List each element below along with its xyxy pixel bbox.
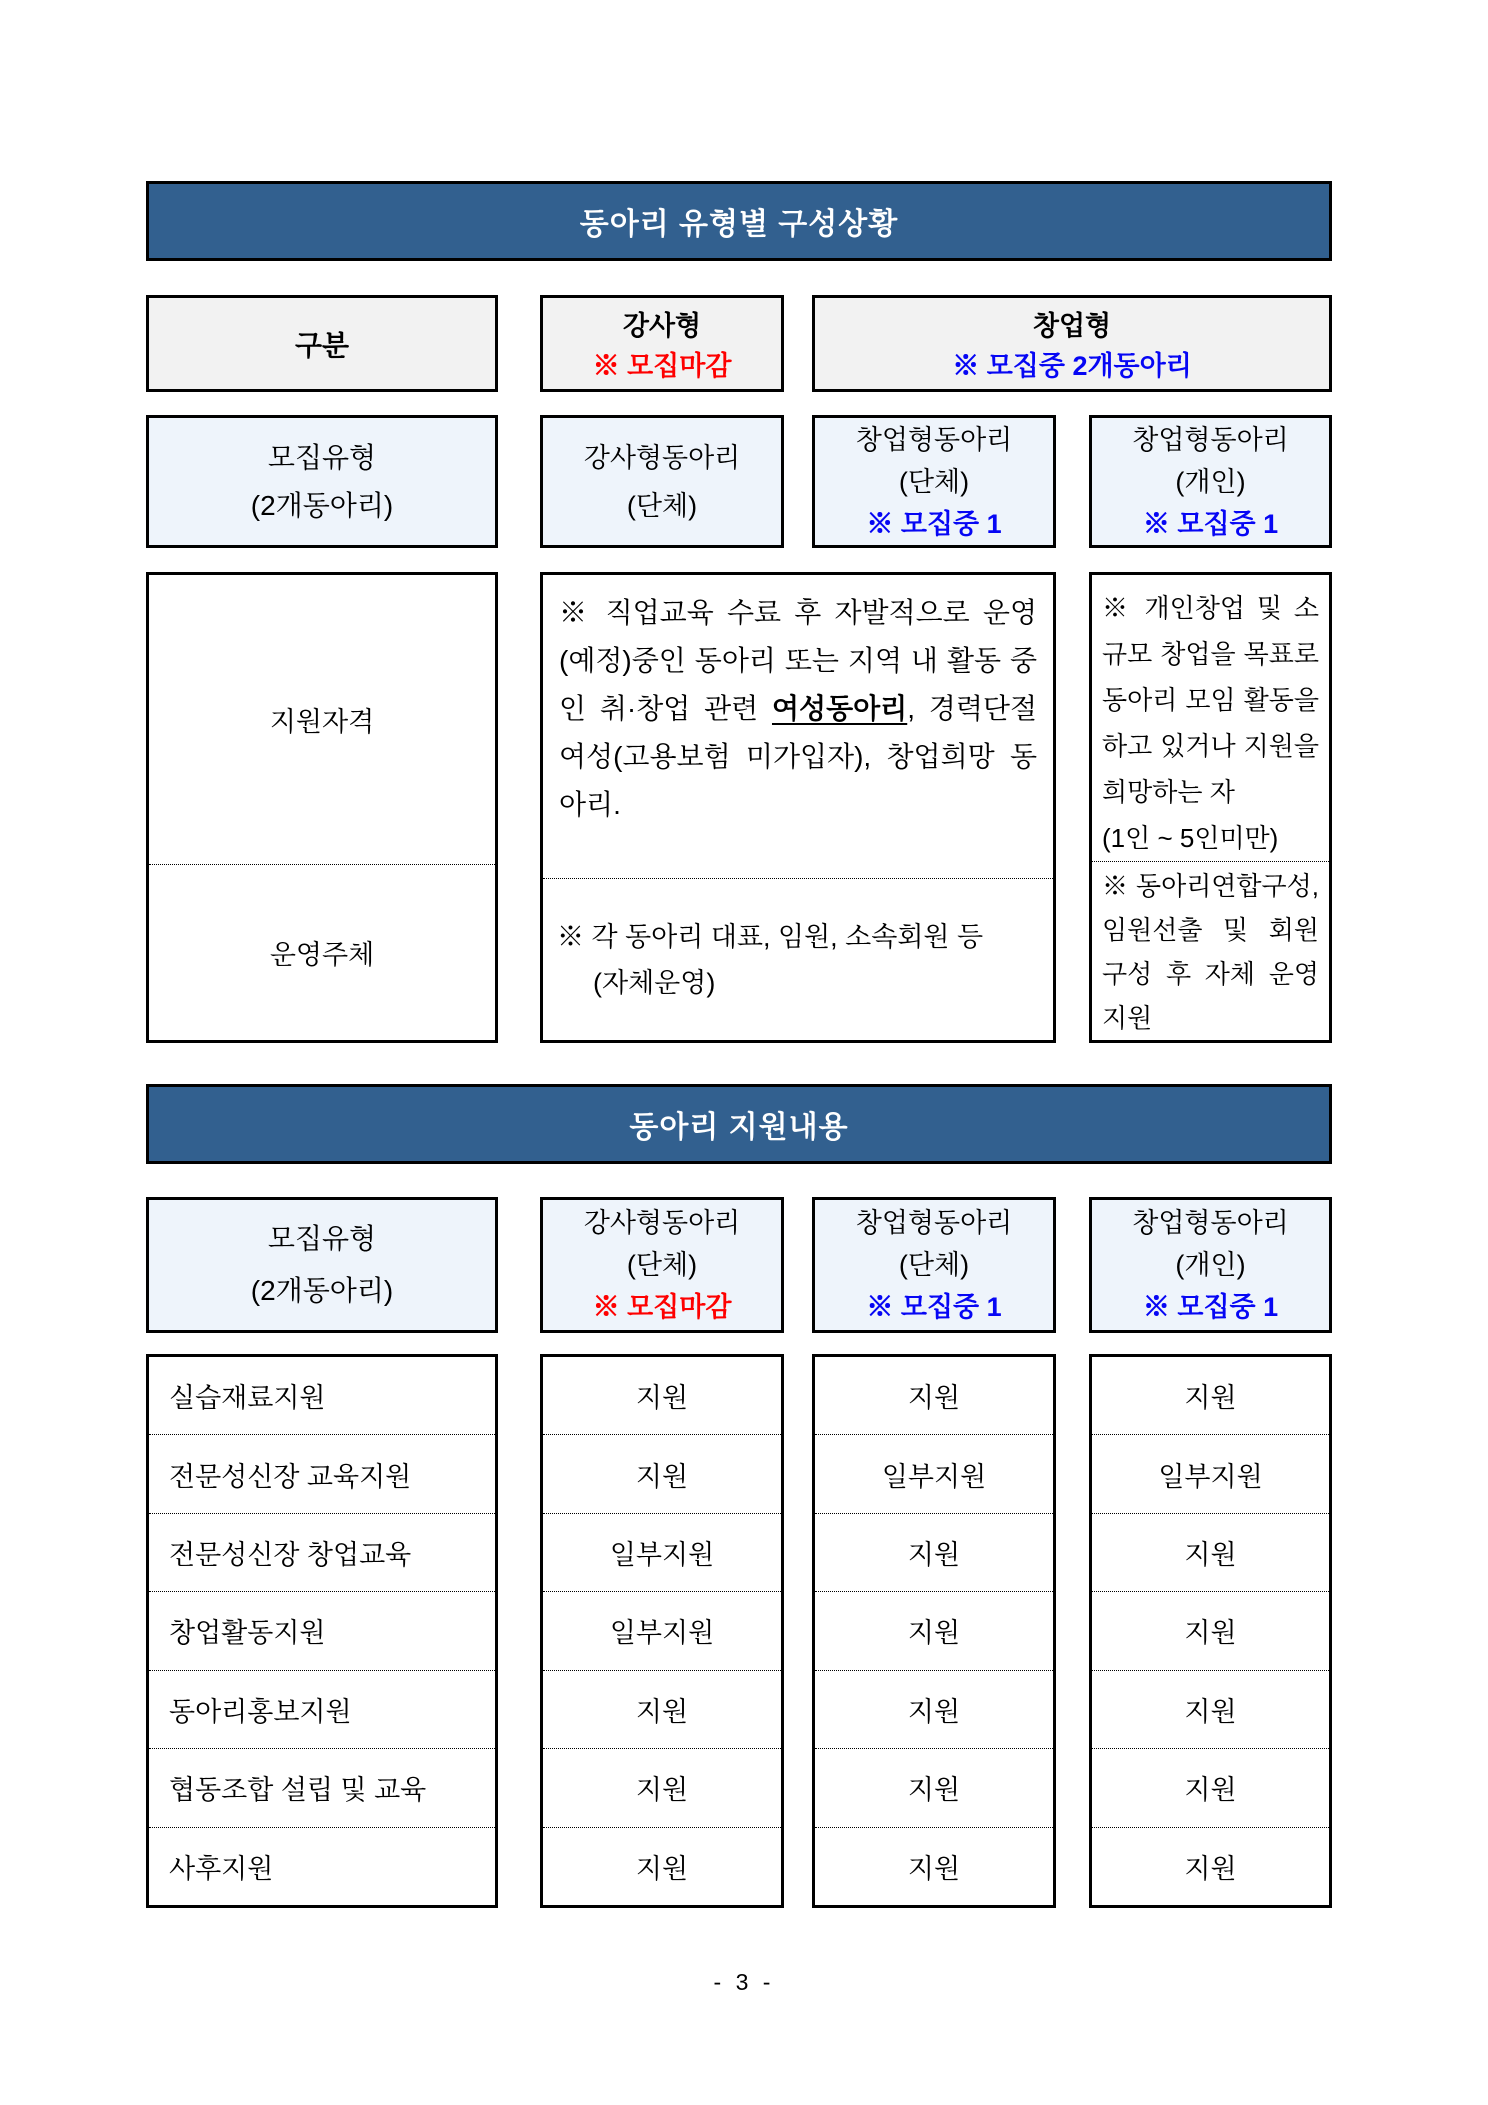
- cell-recruit-col2: [540, 415, 784, 548]
- recruit-col3-line2: (단체): [898, 466, 970, 497]
- detail-middle-column: [540, 572, 1056, 1043]
- operator-line2: (자체운영): [593, 967, 716, 998]
- changup-title: 창업형: [1032, 310, 1112, 341]
- t2-h4-line1: 창업형동아리: [1132, 1208, 1289, 1238]
- recruit-col1-line2: (2개동아리): [250, 489, 394, 521]
- eligibility-text-personal: [1092, 575, 1329, 861]
- operator-text-main: [543, 878, 1053, 1040]
- eligibility-post: , 경력단절 여성(고용보험 미가입자), 창업희망 동아리.: [559, 693, 1037, 820]
- t2-value-cell: 지원: [815, 1591, 1053, 1669]
- t2-value-cell: 지원: [815, 1670, 1053, 1748]
- t2-value-cell: 지원: [543, 1748, 781, 1826]
- t2-h3-line1: 창업형동아리: [855, 1208, 1013, 1238]
- recruit-col4-line2: (개인): [1175, 466, 1246, 497]
- section1-title: 동아리 유형별 구성상황: [579, 208, 899, 241]
- gangsa-status: ※ 모집마감: [592, 351, 732, 382]
- recruit-col3-status: ※ 모집중 1: [866, 508, 1002, 539]
- t2-value-cell: 지원: [543, 1827, 781, 1905]
- t2-row-label: 사후지원: [149, 1827, 495, 1905]
- t2-value-cell: 일부지원: [815, 1434, 1053, 1512]
- eligibility-personal-note: (1인 ~ 5인미만): [1102, 823, 1279, 853]
- recruit-col3-line1: 창업형동아리: [855, 424, 1013, 455]
- page-number: - 3 -: [713, 1968, 775, 1995]
- t2-value-cell: 지원: [1092, 1670, 1329, 1748]
- t2-row-label: 창업활동지원: [149, 1591, 495, 1669]
- t2-header-col1: [146, 1197, 498, 1333]
- t2-value-cell: 지원: [1092, 1591, 1329, 1669]
- t2-h4-status: ※ 모집중 1: [1142, 1292, 1279, 1322]
- operator-line1: ※ 각 동아리 대표, 임원, 소속회원 등: [557, 921, 984, 952]
- eligibility-emphasis: 여성동아리: [771, 693, 908, 724]
- t2-value-cell: 지원: [543, 1434, 781, 1512]
- t2-value-cell: 지원: [1092, 1748, 1329, 1826]
- section1-title-bar: [146, 181, 1332, 261]
- label-unyeongjuche: 운영주체: [149, 864, 495, 1040]
- cell-recruit-col1: [146, 415, 498, 548]
- t2-value-cell: 지원: [815, 1827, 1053, 1905]
- t2-value-cell: 지원: [1092, 1827, 1329, 1905]
- section2-title-bar: [146, 1084, 1332, 1164]
- t2-row-label: 전문성신장 교육지원: [149, 1434, 495, 1512]
- t2-value-cell: 일부지원: [543, 1591, 781, 1669]
- gangsa-title: 강사형: [622, 310, 702, 341]
- recruit-col2-line2: (단체): [626, 490, 698, 521]
- t2-value-cell: 일부지원: [543, 1513, 781, 1591]
- t2-header-col2: [540, 1197, 784, 1333]
- cell-changup-type: [812, 295, 1332, 392]
- t2-value-cell: 지원: [1092, 1513, 1329, 1591]
- t2-header-col3: [812, 1197, 1056, 1333]
- recruit-col1-line1: 모집유형: [267, 441, 377, 473]
- cell-gangsa-type: [540, 295, 784, 392]
- t2-row-label: 협동조합 설립 및 교육: [149, 1748, 495, 1826]
- t2-value-cell: 지원: [1184, 1383, 1237, 1414]
- t2-value-cell: 일부지원: [1092, 1434, 1329, 1512]
- t2-h4-line2: (개인): [1175, 1250, 1246, 1280]
- gubun-label: 구분: [294, 329, 350, 361]
- eligibility-personal-body: ※ 개인창업 및 소규모 창업을 목표로 동아리 모임 활동을 하고 있거나 지원을 희망하는 자: [1102, 593, 1319, 807]
- t2-h1-line2: (2개동아리): [250, 1275, 394, 1306]
- changup-status: ※ 모집중 2개동아리: [952, 351, 1192, 382]
- t2-value-cell: 지원: [635, 1383, 689, 1414]
- t2-values-col2: [812, 1354, 1056, 1908]
- t2-value-cell: 지원: [815, 1748, 1053, 1826]
- t2-row-label: 전문성신장 창업교육: [149, 1513, 495, 1591]
- recruit-col4-line1: 창업형동아리: [1132, 424, 1289, 455]
- t2-values-col3: [1089, 1354, 1332, 1908]
- t2-header-col4: [1089, 1197, 1332, 1333]
- cell-gubun: [146, 295, 498, 392]
- operator-text-personal: ※ 동아리연합구성, 임원선출 및 회원 구성 후 자체 운영 지원: [1092, 861, 1329, 1040]
- section2-title: 동아리 지원내용: [629, 1111, 849, 1144]
- t2-value-cell: 지원: [543, 1670, 781, 1748]
- detail-label-column: [146, 572, 498, 1043]
- t2-h2-line1: 강사형동아리: [583, 1208, 741, 1238]
- t2-h1-line1: 모집유형: [267, 1223, 377, 1254]
- t2-label-column: [146, 1354, 498, 1908]
- eligibility-pre: ※ 직업교육 수료 후 자발적으로 운영(예정)중인 동아리 또는 지역 내 활동 중인 취·창업 관련: [559, 597, 1037, 724]
- t2-value-cell: 지원: [815, 1513, 1053, 1591]
- label-jiwonjagyeok: 지원자격: [269, 707, 375, 737]
- t2-h3-line2: (단체): [898, 1250, 970, 1280]
- recruit-col2-line1: 강사형동아리: [583, 442, 741, 473]
- t2-values-col1: [540, 1354, 784, 1908]
- t2-value-cell: 지원: [907, 1383, 961, 1414]
- t2-h2-status: ※ 모집마감: [592, 1292, 732, 1322]
- cell-recruit-col4: [1089, 415, 1332, 548]
- eligibility-text-main: [543, 575, 1053, 878]
- detail-right-column: [1089, 572, 1332, 1043]
- t2-h3-status: ※ 모집중 1: [866, 1292, 1002, 1322]
- cell-recruit-col3: [812, 415, 1056, 548]
- t2-row-label: 실습재료지원: [169, 1383, 326, 1414]
- t2-h2-line2: (단체): [626, 1250, 698, 1280]
- recruit-col4-status: ※ 모집중 1: [1142, 508, 1279, 539]
- t2-row-label: 동아리홍보지원: [149, 1670, 495, 1748]
